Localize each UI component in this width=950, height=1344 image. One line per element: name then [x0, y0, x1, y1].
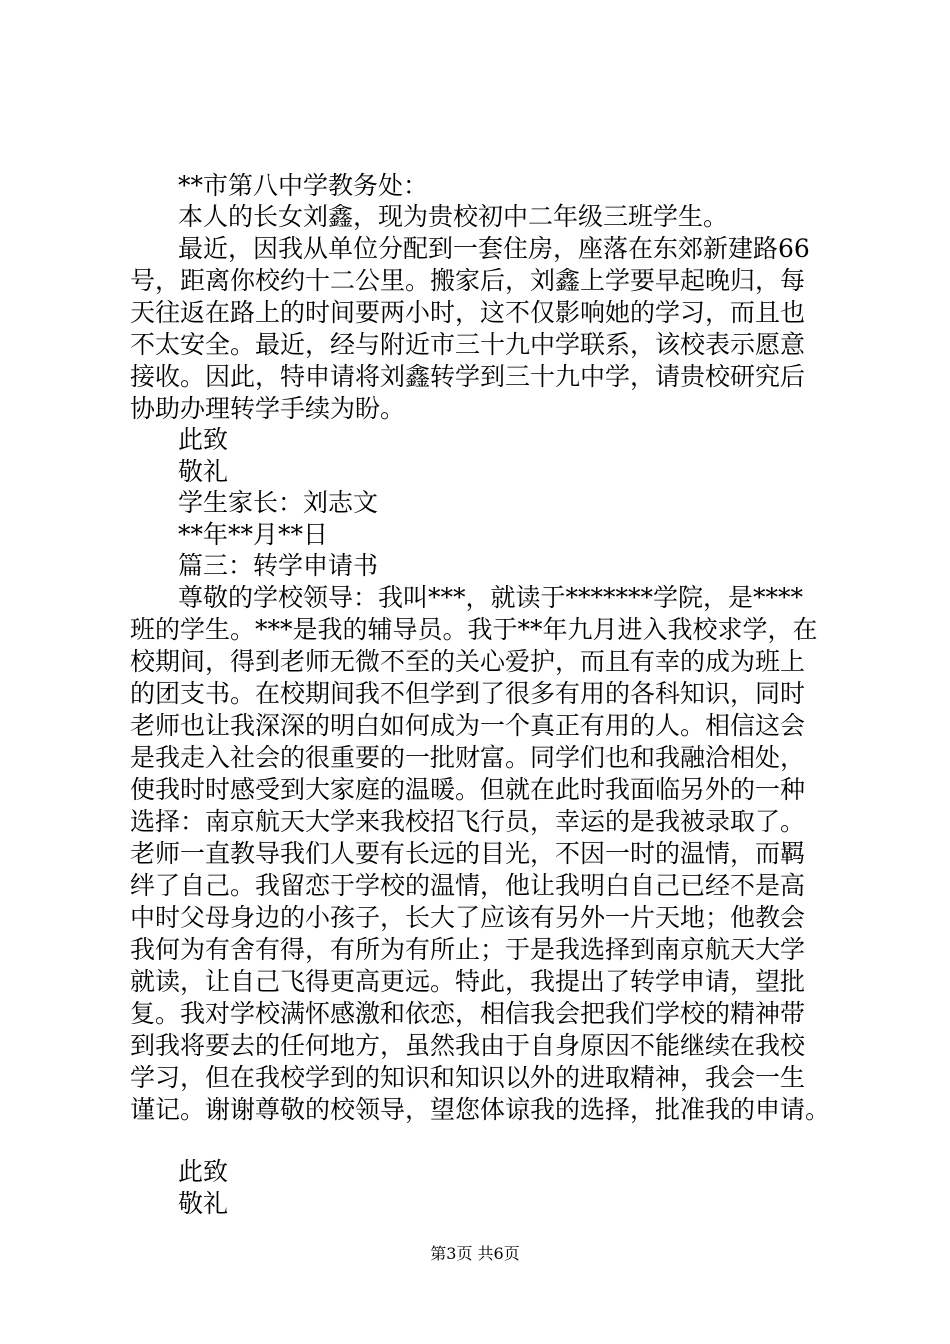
paragraph-line: 绊了自己。我留恋于学校的温情，他让我明白自己已经不是高 [130, 871, 806, 900]
closing-line: 敬礼 [178, 457, 229, 486]
date-line: **年**月**日 [178, 520, 329, 549]
closing-line: 此致 [178, 425, 229, 454]
closing-line: 敬礼 [178, 1189, 229, 1218]
paragraph-line: 老师一直教导我们人要有长远的目光，不因一时的温情，而羁 [130, 839, 806, 868]
section-heading: 篇三：转学申请书 [178, 551, 379, 580]
paragraph-line: 校期间，得到老师无微不至的关心爱护，而且有幸的成为班上 [130, 647, 806, 676]
paragraph-line: 最近，因我从单位分配到一套住房，座落在东郊新建路66 [178, 234, 810, 263]
paragraph-line: 的团支书。在校期间我不但学到了很多有用的各科知识，同时 [130, 679, 806, 708]
salutation: **市第八中学教务处： [178, 171, 429, 200]
paragraph-line: 就读，让自己飞得更高更远。特此，我提出了转学申请，望批 [130, 967, 806, 996]
paragraph-line: 接收。因此，特申请将刘鑫转学到三十九中学，请贵校研究后 [130, 362, 806, 391]
page-footer: 第3页 共6页 [430, 1244, 520, 1263]
paragraph-line: 协助办理转学手续为盼。 [130, 394, 406, 423]
paragraph-line: 到我将要去的任何地方，虽然我由于自身原因不能继续在我校 [130, 1031, 806, 1060]
paragraph-line: 选择：南京航天大学来我校招飞行员，幸运的是我被录取了。 [130, 807, 806, 836]
paragraph-line: 中时父母身边的小孩子，长大了应该有另外一片天地；他教会 [130, 903, 806, 932]
paragraph-line: 谨记。谢谢尊敬的校领导，望您体谅我的选择，批准我的申请。 [130, 1095, 831, 1124]
paragraph-line: 不太安全。最近，经与附近市三十九中学联系，该校表示愿意 [130, 330, 806, 359]
paragraph-line: 学习，但在我校学到的知识和知识以外的进取精神，我会一生 [130, 1063, 806, 1092]
paragraph-line: 使我时时感受到大家庭的温暖。但就在此时我面临另外的一种 [130, 775, 806, 804]
paragraph-line: 尊敬的学校领导：我叫***，就读于*******学院，是**** [178, 583, 804, 612]
paragraph-line: 我何为有舍有得，有所为有所止；于是我选择到南京航天大学 [130, 935, 806, 964]
paragraph-line: 号，距离你校约十二公里。搬家后，刘鑫上学要早起晚归，每 [130, 266, 806, 295]
paragraph-line: 班的学生。***是我的辅导员。我于**年九月进入我校求学，在 [130, 615, 818, 644]
signature-line: 学生家长：刘志文 [178, 488, 379, 517]
paragraph-line: 本人的长女刘鑫，现为贵校初中二年级三班学生。 [178, 202, 729, 231]
paragraph-line: 复。我对学校满怀感激和依恋，相信我会把我们学校的精神带 [130, 999, 806, 1028]
paragraph-line: 老师也让我深深的明白如何成为一个真正有用的人。相信这会 [130, 711, 806, 740]
closing-line: 此致 [178, 1157, 229, 1186]
paragraph-line: 是我走入社会的很重要的一批财富。同学们也和我融洽相处， [130, 743, 806, 772]
paragraph-line: 天往返在路上的时间要两小时，这不仅影响她的学习，而且也 [130, 298, 806, 327]
